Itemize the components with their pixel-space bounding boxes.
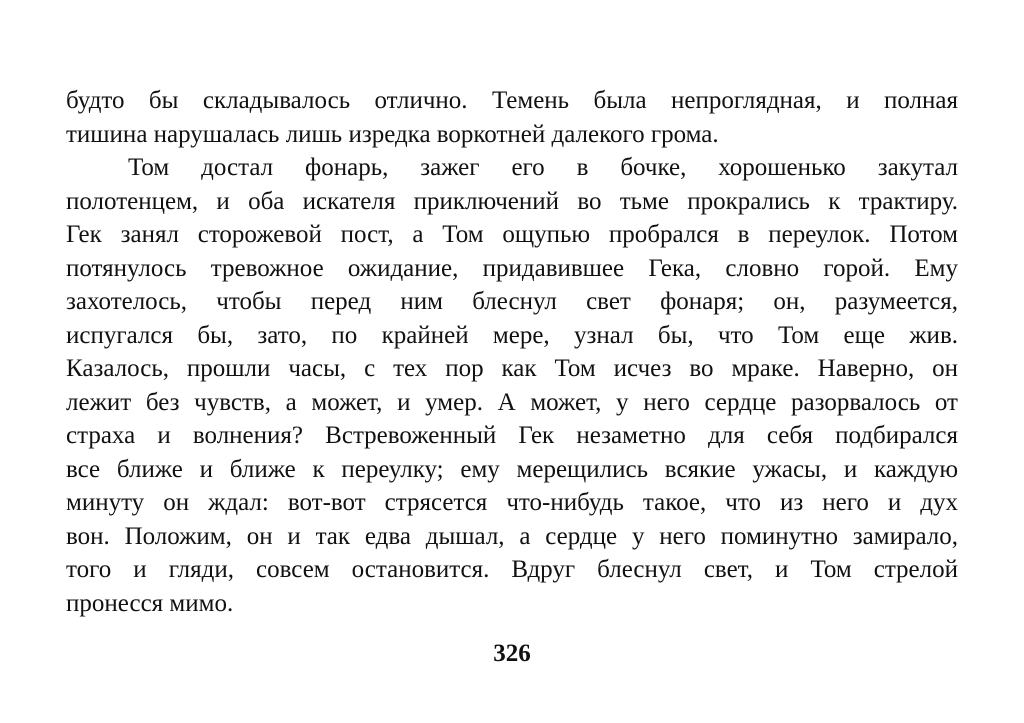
text-line: потянулось тревожное ожидание, придавившее Гека, словно горой. Ему bbox=[66, 254, 958, 282]
text-line: полотенцем, и оба искателя приключений во тьме прокрались к трактиру. bbox=[66, 187, 958, 215]
text-line: Казалось, прошли часы, с тех пор как Том исчез во мраке. Наверно, он bbox=[66, 355, 958, 382]
text-line: пронесся мимо. bbox=[66, 589, 234, 617]
text-line: Гек занял сторожевой пост, а Том ощупью пробрался в переулок. Потом bbox=[66, 221, 958, 248]
text-line: тишина нарушалась лишь изредка воркотней далекого грома. bbox=[66, 120, 719, 148]
text-line: захотелось, чтобы перед ним блеснул свет фонаря; он, разумеется, bbox=[66, 288, 958, 315]
page-number: 326 bbox=[493, 640, 531, 667]
text-line: минуту он ждал: вот-вот стрясется что-нибудь такое, что из него и дух bbox=[66, 489, 958, 516]
paragraph-1 bbox=[66, 84, 958, 151]
text-line: страха и волнения? Встревоженный Гек незаметно для себя подбирался bbox=[66, 422, 958, 449]
text-line: испугался бы, зато, по крайней мере, узнал бы, что Том еще жив. bbox=[66, 321, 958, 349]
text-line: будто бы складывалось отлично. Темень была непроглядная, и полная bbox=[66, 87, 958, 114]
text-line: того и гляди, совсем остановится. Вдруг блеснул свет, и Том стрелой bbox=[66, 556, 958, 583]
text-line: лежит без чувств, а может, и умер. А может, у него сердце разорвалось от bbox=[66, 388, 958, 416]
text-line: Том достал фонарь, зажег его в бочке, хорошенько закутал bbox=[128, 154, 958, 181]
book-page-text bbox=[66, 84, 958, 620]
paragraph-2 bbox=[66, 151, 958, 620]
text-line: вон. Положим, он и так едва дышал, а сердце у него поминутно замирало, bbox=[66, 522, 958, 550]
text-line: все ближе и ближе к переулку; ему мерещились всякие ужасы, и каждую bbox=[66, 455, 958, 483]
